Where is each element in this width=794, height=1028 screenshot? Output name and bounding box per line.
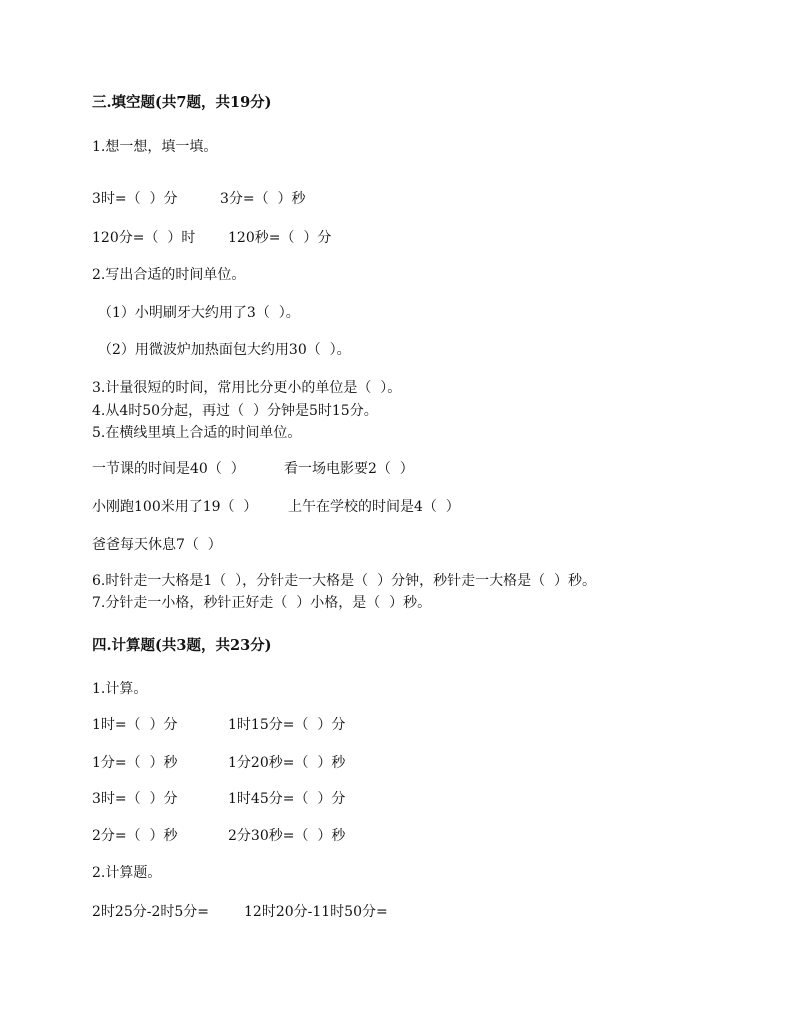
q5-row2-right: 上午在学校的时间是4（ ）: [288, 499, 460, 515]
s4-q1-row3-left: 3时=（ ）分: [92, 791, 178, 807]
s4-q1-row1-right: 1时15分=（ ）分: [228, 717, 346, 733]
q7-text: 7.分针走一小格，秒针正好走（ ）小格，是（ ）秒。: [92, 595, 432, 611]
q2-prompt: 2.写出合适的时间单位。: [92, 267, 246, 283]
s4-q2-left: 2时25分-2时5分=: [92, 904, 209, 920]
s4-q2-right: 12时20分-11时50分=: [244, 904, 388, 920]
s4-q1-row1-left: 1时=（ ）分: [92, 717, 178, 733]
q5-row2-left: 小刚跑100米用了19（ ）: [92, 499, 258, 515]
s4-q2-prompt: 2.计算题。: [92, 865, 162, 881]
s4-q1-row3-right: 1时45分=（ ）分: [228, 791, 346, 807]
s4-q1-prompt: 1.计算。: [92, 681, 148, 697]
q5-row1-left: 一节课的时间是40（ ）: [92, 461, 245, 477]
q6-text: 6.时针走一大格是1（ ），分针走一大格是（ ）分钟，秒针走一大格是（ ）秒。: [92, 573, 596, 589]
q5-prompt: 5.在横线里填上合适的时间单位。: [92, 425, 302, 441]
q3-text: 3.计量很短的时间，常用比分更小的单位是（ ）。: [92, 380, 402, 396]
q1-row2-left: 120分=（ ）时: [92, 230, 196, 246]
s4-q1-row4-left: 2分=（ ）秒: [92, 828, 178, 844]
s4-q1-row2-left: 1分=（ ）秒: [92, 755, 178, 771]
q5-row1-right: 看一场电影要2（ ）: [284, 461, 414, 477]
q1-row1-right: 3分=（ ）秒: [220, 191, 306, 207]
q1-row2-right: 120秒=（ ）分: [228, 230, 332, 246]
s4-q1-row2-right: 1分20秒=（ ）秒: [228, 755, 346, 771]
q4-text: 4.从4时50分起，再过（ ）分钟是5时15分。: [92, 403, 378, 419]
q2-item-1: （1）小明刷牙大约用了3（ ）。: [98, 305, 300, 321]
s4-q1-row4-right: 2分30秒=（ ）秒: [228, 828, 346, 844]
section3-title: 三.填空题(共7题，共19分): [92, 94, 272, 111]
q1-prompt: 1.想一想，填一填。: [92, 139, 218, 155]
q1-row1-left: 3时=（ ）分: [92, 191, 178, 207]
section4-title: 四.计算题(共3题，共23分): [92, 637, 272, 654]
q5-row3: 爸爸每天休息7（ ）: [92, 537, 222, 553]
q2-item-2: （2）用微波炉加热面包大约用30（ ）。: [98, 342, 351, 358]
